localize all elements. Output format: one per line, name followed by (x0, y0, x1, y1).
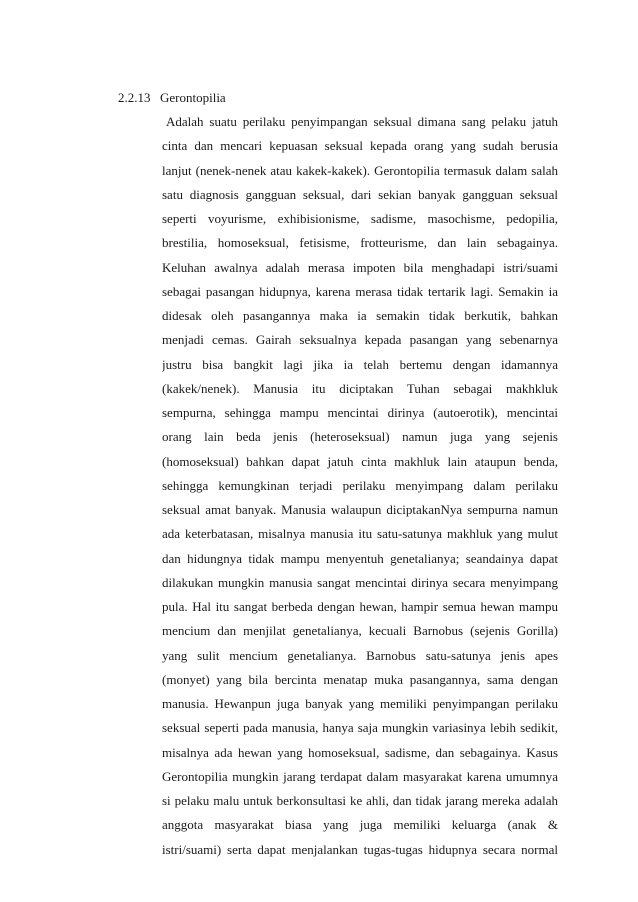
text-line: seksual amat banyak. Manusia walaupun diciptakanNya sempurna namun (162, 502, 558, 517)
text-line: brestilia, homoseksual, fetisisme, frotteurisme, dan lain sebagainya. (162, 235, 558, 251)
text-line: sebagai pasangan hidupnya, karena merasa tidak tertarik lagi. Semakin ia (162, 283, 558, 299)
text-line: (kakek/nenek). Manusia itu diciptakan Tuhan sebagai makhkluk (162, 380, 558, 396)
text-line: anggota masyarakat biasa yang juga memiliki keluarga (anak & (162, 817, 558, 833)
text-line: orang lain beda jenis (heteroseksual) namun juga yang sejenis (162, 429, 558, 445)
text-line: manusia. Hewanpun juga banyak yang memiliki penyimpangan perilaku (162, 696, 558, 711)
text-line: dilakukan mungkin manusia sangat mencintai dirinya secara menyimpang (162, 574, 558, 590)
text-line: pula. Hal itu sangat berbeda dengan hewan, hampir semua hewan mampu (162, 599, 558, 614)
text-line: ada keterbatasan, misalnya manusia itu satu-satunya makhluk yang mulut (162, 526, 558, 542)
text-line: seksual seperti pada manusia, hanya saja mungkin variasinya lebih sedikit, (162, 720, 558, 736)
text-line: cinta dan mencari kepuasan seksual kepada orang yang sudah berusia (162, 138, 558, 154)
text-line: (homoseksual) bahkan dapat jatuh cinta makhluk lain ataupun benda, (162, 453, 558, 469)
text-line: yang sulit mencium genetalianya. Barnobus satu-satunya jenis apes (162, 647, 558, 663)
text-line: justru bisa bangkit lagi jika ia telah bertemu dengan idamannya (162, 356, 558, 372)
text-line: sempurna, sehingga mampu mencintai dirinya (autoerotik), mencintai (162, 405, 558, 420)
text-line: Adalah suatu perilaku penyimpangan seksual dimana sang pelaku jatuh (166, 114, 558, 129)
text-line: seperti voyurisme, exhibisionisme, sadisme, masochisme, pedopilia, (162, 211, 558, 226)
text-line: lanjut (nenek-nenek atau kakek-kakek). Gerontopilia termasuk dalam salah (162, 162, 558, 178)
text-line: satu diagnosis gangguan seksual, dari sekian banyak gangguan seksual (162, 186, 558, 202)
text-line: didesak oleh pasangannya maka ia semakin tidak berkutik, bahkan (162, 308, 558, 323)
text-line: si pelaku malu untuk berkonsultasi ke ahli, dan tidak jarang mereka adalah (162, 793, 558, 808)
text-line: sehingga kemungkinan terjadi perilaku menyimpang dalam perilaku (162, 477, 558, 493)
text-line: misalnya ada hewan yang homoseksual, sadisme, dan sebagainya. Kasus (162, 744, 558, 760)
text-line: Gerontopilia mungkin jarang terdapat dalam masyarakat karena umumnya (162, 768, 558, 784)
section-title: Gerontopilia (160, 90, 226, 105)
text-line: (monyet) yang bila bercinta menatap muka pasangannya, sama dengan (162, 671, 558, 687)
section-number: 2.2.13 (118, 90, 151, 105)
section-heading (118, 90, 226, 106)
text-line: istri/suami) serta dapat menjalankan tugas-tugas hidupnya secara normal (162, 841, 558, 857)
text-line: menjadi cemas. Gairah seksualnya kepada pasangan yang sebenarnya (162, 332, 558, 348)
paragraph (162, 110, 558, 862)
text-line: dan hidungnya tidak mampu menyentuh genetalianya; seandainya dapat (162, 550, 558, 566)
text-line: mencium dan menjilat genetalianya, kecuali Barnobus (sejenis Gorilla) (162, 623, 558, 639)
text-line: Keluhan awalnya adalah merasa impoten bila menghadapi istri/suami (162, 259, 558, 275)
